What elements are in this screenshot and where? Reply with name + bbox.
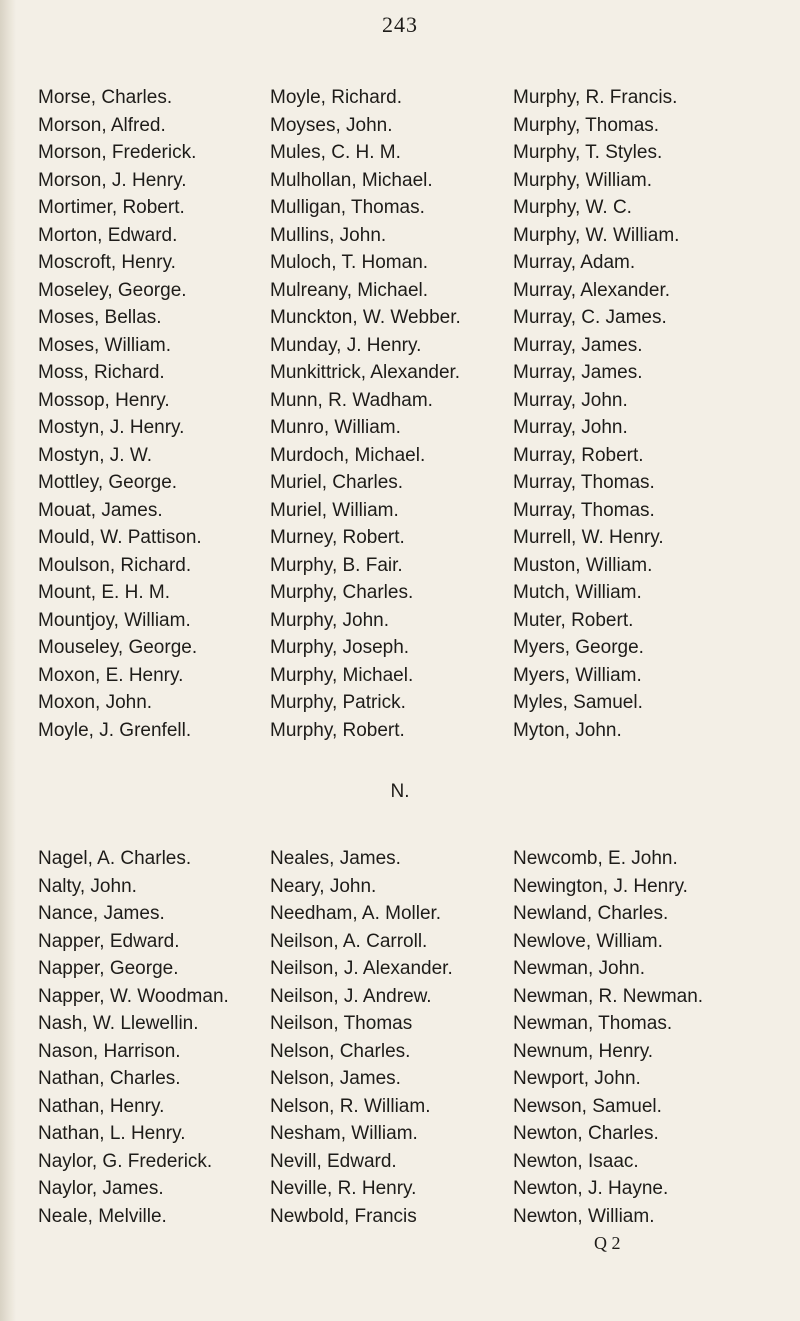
name-entry: Nash, W. Llewellin. xyxy=(38,1013,199,1034)
name-entry: Murray, Thomas. xyxy=(513,499,655,521)
name-entry: Murphy, W. C. xyxy=(513,197,632,218)
name-entry: Mould, W. Pattison. xyxy=(38,527,202,548)
name-entry: Newman, R. Newman. xyxy=(513,985,704,1007)
name-entry: Murray, James. xyxy=(513,362,643,383)
name-entry: Newton, William. xyxy=(513,1205,655,1227)
name-entry: Newman, Thomas. xyxy=(513,1013,673,1034)
name-entry: Napper, George. xyxy=(38,958,179,979)
name-entry: Murphy, R. Francis. xyxy=(513,87,678,108)
name-entry: Newland, Charles. xyxy=(513,903,669,924)
name-entry: Newton, J. Hayne. xyxy=(513,1178,669,1199)
name-entry: Murray, John. xyxy=(513,417,628,438)
name-entry: Moxon, John. xyxy=(38,692,153,713)
name-entry: Napper, W. Woodman. xyxy=(38,985,229,1007)
name-entry: Newton, Charles. xyxy=(513,1123,659,1144)
name-entry: Munday, J. Henry. xyxy=(270,334,422,356)
name-entry: Morson, Frederick. xyxy=(38,142,197,163)
name-entry: Moscroft, Henry. xyxy=(38,252,176,273)
name-entry: Muriel, William. xyxy=(270,499,399,521)
name-entry: Mulligan, Thomas. xyxy=(270,197,425,218)
name-entry: Nathan, Henry. xyxy=(38,1095,165,1117)
name-entry: Murphy, T. Styles. xyxy=(513,142,663,163)
name-entry: Nalty, John. xyxy=(38,875,137,897)
signature-mark: Q 2 xyxy=(594,1233,621,1253)
name-entry: Moseley, George. xyxy=(38,279,187,301)
name-entry: Murphy, Thomas. xyxy=(513,114,660,136)
name-entry: Murray, James. xyxy=(513,334,643,356)
name-entry: Myers, George. xyxy=(513,637,644,658)
name-entry: Muloch, T. Homan. xyxy=(270,252,429,273)
name-entry: Muriel, Charles. xyxy=(270,472,404,493)
name-entry: Newlove, William. xyxy=(513,930,663,952)
page-number: 243 xyxy=(382,12,418,37)
name-entry: Murray, Alexander. xyxy=(513,279,671,301)
name-entry: Neville, R. Henry. xyxy=(270,1178,417,1199)
name-entry: Munkittrick, Alexander. xyxy=(270,362,461,383)
name-entry: Moyle, Richard. xyxy=(270,87,402,108)
name-entry: Mulhollan, Michael. xyxy=(270,169,433,191)
name-column-1 xyxy=(38,84,202,744)
name-entry: Moyle, J. Grenfell. xyxy=(38,719,192,741)
name-entry: Moulson, Richard. xyxy=(38,554,192,576)
name-entry: Murdoch, Michael. xyxy=(270,444,426,466)
name-entry: Murphy, Robert. xyxy=(270,719,405,741)
name-entry: Murphy, W. William. xyxy=(513,224,680,246)
name-entry: Nagel, A. Charles. xyxy=(38,848,192,869)
name-entry: Muston, William. xyxy=(513,554,653,576)
name-entry: Murphy, Charles. xyxy=(270,582,414,603)
name-entry: Nelson, James. xyxy=(270,1068,401,1089)
name-entry: Nance, James. xyxy=(38,903,165,924)
name-entry: Mulreany, Michael. xyxy=(270,279,429,301)
name-entry: Munckton, W. Webber. xyxy=(270,307,461,328)
name-entry: Nesham, William. xyxy=(270,1123,418,1144)
name-entry: Murrell, W. Henry. xyxy=(513,527,664,548)
name-entry: Myton, John. xyxy=(513,719,622,741)
name-entry: Mostyn, J. W. xyxy=(38,444,153,466)
name-entry: Mount, E. H. M. xyxy=(38,582,170,603)
name-entry: Nelson, Charles. xyxy=(270,1040,411,1062)
name-entry: Murphy, Michael. xyxy=(270,664,414,686)
name-entry: Moyses, John. xyxy=(270,114,393,136)
name-entry: Neales, James. xyxy=(270,848,401,869)
name-entry: Mules, C. H. M. xyxy=(270,142,401,163)
name-entry: Murray, John. xyxy=(513,389,628,411)
name-entry: Myles, Samuel. xyxy=(513,692,643,713)
name-column-1 xyxy=(38,845,229,1230)
name-entry: Moss, Richard. xyxy=(38,362,165,383)
book-spine-shadow xyxy=(0,0,16,1321)
name-entry: Munn, R. Wadham. xyxy=(270,389,433,411)
name-entry: Morse, Charles. xyxy=(38,87,173,108)
name-entry: Newnum, Henry. xyxy=(513,1040,654,1062)
name-entry: Newcomb, E. John. xyxy=(513,848,678,869)
name-column-2 xyxy=(270,845,453,1230)
name-entry: Napper, Edward. xyxy=(38,930,180,952)
name-entry: Nelson, R. William. xyxy=(270,1095,431,1117)
name-entry: Nathan, Charles. xyxy=(38,1068,181,1089)
name-column-3 xyxy=(513,845,703,1230)
name-entry: Newson, Samuel. xyxy=(513,1095,662,1117)
name-entry: Murney, Robert. xyxy=(270,527,405,548)
name-entry: Murphy, William. xyxy=(513,169,652,191)
name-entry: Murray, Adam. xyxy=(513,252,636,273)
name-entry: Neilson, A. Carroll. xyxy=(270,930,428,952)
name-entry: Neilson, J. Andrew. xyxy=(270,985,432,1007)
name-entry: Nathan, L. Henry. xyxy=(38,1123,186,1144)
name-entry: Moses, William. xyxy=(38,334,172,356)
name-entry: Moses, Bellas. xyxy=(38,307,162,328)
name-entry: Moxon, E. Henry. xyxy=(38,664,184,686)
name-entry: Naylor, James. xyxy=(38,1178,164,1199)
name-entry: Munro, William. xyxy=(270,417,401,438)
name-column-2 xyxy=(270,84,461,744)
name-entry: Neale, Melville. xyxy=(38,1205,167,1227)
name-entry: Myers, William. xyxy=(513,664,642,686)
name-entry: Muter, Robert. xyxy=(513,609,634,631)
name-entry: Murray, Robert. xyxy=(513,444,644,466)
name-entry: Neilson, Thomas xyxy=(270,1013,413,1034)
section-heading-n: N. xyxy=(390,781,410,802)
name-entry: Newman, John. xyxy=(513,958,646,979)
name-entry: Morson, Alfred. xyxy=(38,114,166,136)
name-entry: Mullins, John. xyxy=(270,224,387,246)
name-entry: Nason, Harrison. xyxy=(38,1040,181,1062)
name-entry: Nevill, Edward. xyxy=(270,1150,397,1172)
name-entry: Neary, John. xyxy=(270,875,377,897)
name-entry: Mottley, George. xyxy=(38,472,178,493)
name-entry: Newbold, Francis xyxy=(270,1205,417,1227)
name-entry: Newington, J. Henry. xyxy=(513,875,688,897)
name-entry: Mountjoy, William. xyxy=(38,609,191,631)
name-entry: Newton, Isaac. xyxy=(513,1150,639,1172)
name-entry: Needham, A. Moller. xyxy=(270,903,442,924)
name-entry: Murray, Thomas. xyxy=(513,472,655,493)
name-column-3 xyxy=(513,84,679,744)
name-entry: Murphy, Patrick. xyxy=(270,692,406,713)
name-entry: Murray, C. James. xyxy=(513,307,667,328)
name-entry: Mortimer, Robert. xyxy=(38,197,185,218)
name-entry: Mutch, William. xyxy=(513,582,642,603)
name-entry: Mostyn, J. Henry. xyxy=(38,417,185,438)
name-entry: Mossop, Henry. xyxy=(38,389,170,411)
name-entry: Morton, Edward. xyxy=(38,224,178,246)
name-entry: Newport, John. xyxy=(513,1068,641,1089)
name-entry: Neilson, J. Alexander. xyxy=(270,958,453,979)
name-entry: Murphy, B. Fair. xyxy=(270,554,403,576)
name-entry: Murphy, John. xyxy=(270,609,389,631)
name-entry: Morson, J. Henry. xyxy=(38,169,187,191)
name-entry: Murphy, Joseph. xyxy=(270,637,410,658)
name-entry: Mouat, James. xyxy=(38,499,163,521)
name-entry: Naylor, G. Frederick. xyxy=(38,1150,213,1172)
name-entry: Mouseley, George. xyxy=(38,637,198,658)
